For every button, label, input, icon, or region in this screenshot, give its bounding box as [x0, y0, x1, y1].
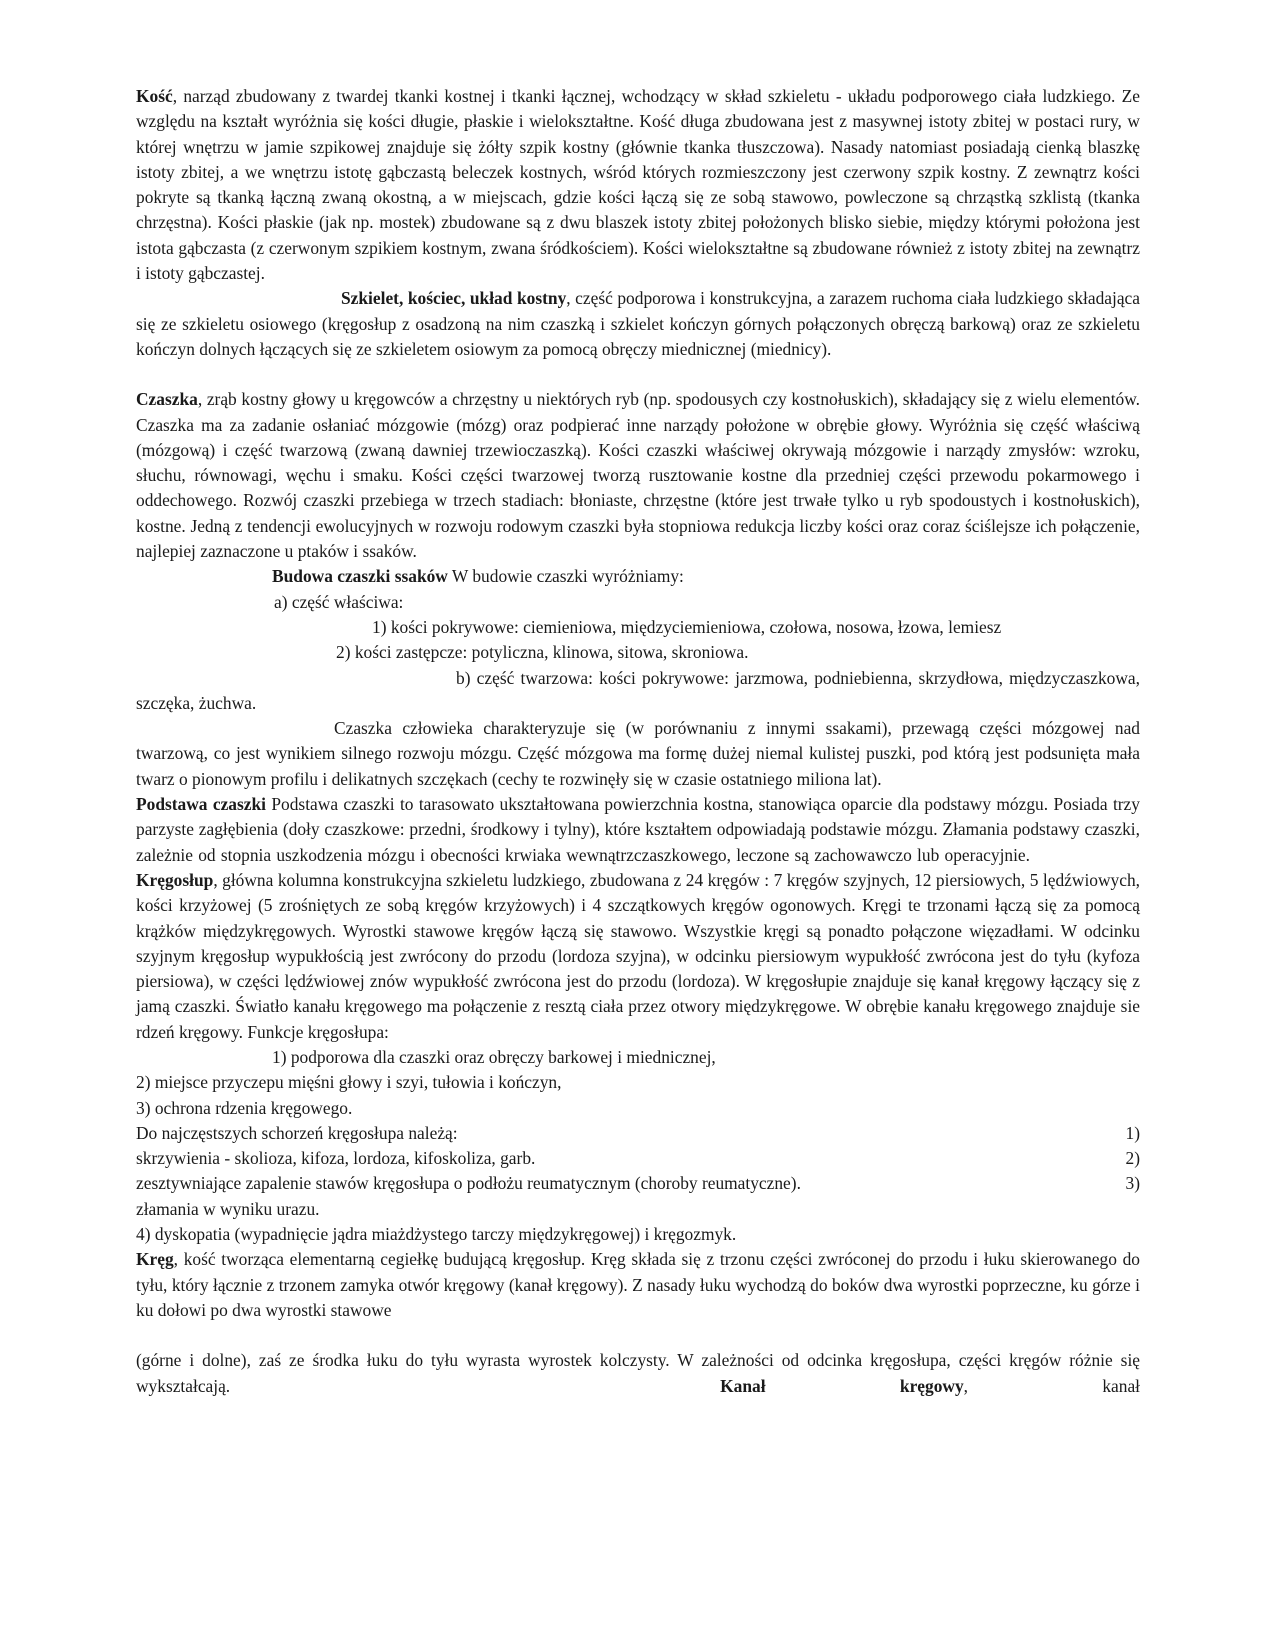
paragraph-czlowiek: Czaszka człowieka charakteryzuje się (w porównaniu z innymi ssakami), przewagą części mózgowej nad twarzową, co jest wynikiem silnego rozwoju mózgu. Część mózgowa ma formę dużej niemal kulistej puszki, pod którą jest podsunięta mała twarz o pionowym profilu i delikatnych szczękach (cechy te rozwinęły się w czasie ostatniego miliona lat). — [136, 718, 1140, 789]
paragraph-podstawa — [136, 792, 1140, 1045]
list-item-b: b) część twarzowa: kości pokrywowe: jarzmowa, podniebienna, skrzydłowa, międzyczaszkowa, szczęka, żuchwa. — [136, 667, 1140, 713]
text-kreg-2: (górne i dolne), zaś ze środka łuku do tyłu wyrasta wyrostek kolczysty. W zależności od odcinka kręgosłupa, części kręgów różnie się wykształcają. — [136, 1350, 1140, 1396]
text-szkielet: , część podporowa i konstrukcyjna, a zarazem ruchoma ciała ludzkiego składająca się ze szkieletu osiowego (kręgosłup z osadzoną na nim czaszką i szkielet kończyn górnych połączonych obręczą barkową) oraz ze szkieletu kończyn dolnych łączących się ze szkieletem osiowym za pomocą obręczy miednicznej (miednicy). — [136, 288, 1140, 359]
text-kreg: , kość tworząca elementarną cegiełkę budującą kręgosłup. Kręg składa się z trzonu części zwróconej do przodu i łuku skierowanego do tyłu, który łącznie z trzonem zamyka otwór kręgowy (kanał kręgowy). Z nasady łuku wychodzą do boków dwa wyrostki poprzeczne, ku górze i ku dołowi po dwa wyrostki stawowe — [136, 1249, 1140, 1320]
disease-row-2 — [136, 1146, 1140, 1171]
list-item-a2: 2) kości zastępcze: potyliczna, klinowa, sitowa, skroniowa. — [336, 642, 749, 663]
term-kanal: Kanał kręgowy — [720, 1375, 964, 1396]
text-podstawa: Podstawa czaszki to tarasowato ukształtowana powierzchnia kostna, stanowiąca oparcie dla podstawy mózgu. Posiada trzy parzyste zagłębienia (doły czaszkowe: przedni, środkowy i tylny), które kształtem odpowiadają podstawie mózgu. Złamania podstawy czaszki, zależnie od stopnia uszkodzenia mózgu i obecności krwiaka wewnątrzczaszkowego, leczone są zachowawczo lub operacyjnie. — [136, 794, 1140, 865]
term-budowa: Budowa czaszki ssaków — [272, 566, 448, 587]
text-czaszka: , zrąb kostny głowy u kręgowców a chrzęstny u niektórych ryb (np. spodousych czy kostnołuskich), składający się z wielu elementów. Czaszka ma za zadanie osłaniać mózgowie (mózg) oraz podpierać inne narządy położone w obrębie głowy. Wyróżnia się część właściwą (mózgową) i część twarzową (zwaną dawniej trzewioczaszką). Kości czaszki właściwej okrywają mózgowie i narządy zmysłów: wzroku, słuchu, równowagi, węchu i smaku. Kości części twarzowej tworzą rusztowanie kostne dla przedniej części przewodu pokarmowego i oddechowego. Rozwój czaszki przebiega w trzech stadiach: błoniaste, chrzęstne (które jest trwałe tylko u ryb spodoustych i kostnołuskich), kostne. Jedną z tendencji ewolucyjnych w rozwoju rodowym czaszki była stopniowa redukcja liczby kości oraz coraz ściślejsze ich połączenie, najlepiej zaznaczone u ptaków i ssaków. — [136, 389, 1140, 562]
term-podstawa: Podstawa czaszki — [136, 794, 266, 815]
disease-intro: Do najczęstszych schorzeń kręgosłupa należą: — [136, 1122, 458, 1143]
text-kosc: , narząd zbudowany z twardej tkanki kostnej i tkanki łącznej, wchodzący w skład szkieletu - układu podporowego ciała ludzkiego. Ze względu na kształt wyróżnia się kości długie, płaskie i wielokształtne. Kość długa zbudowana jest z masywnej istoty zbitej w postaci rury, w której wnętrzu w jamie szpikowej znajduje się żółty szpik kostny (głównie tkanka tłuszczowa). Nasady natomiast posiadają cienką blaszkę istoty zbitej, a we wnętrzu istotę gąbczastą beleczek kostnych, wśród których rozmieszczony jest czerwony szpik kostny. Z zewnątrz kości pokryte są tkanką łączną zwaną okostną, a w miejscach, gdzie kości łączą się ze sobą stawowo, powleczone są chrząstką szklistą (tkanka chrzęstna). Kości płaskie (jak np. mostek) zbudowane są z dwu blaszek istoty zbitej położonych blisko siebie, między którymi położona jest istota gąbczasta (z czerwonym szpikiem kostnym, zwana śródkościem). Kości wielokształtne są zbudowane również z istoty zbitej na zewnątrz i istoty gąbczastej. — [136, 86, 1140, 284]
disease-item-4: 4) dyskopatia (wypadnięcie jądra miażdżystego tarczy międzykręgowej) i kręgozmyk. — [136, 1224, 737, 1245]
paragraph-budowa — [136, 564, 1140, 589]
paragraph-czaszka — [136, 387, 1140, 564]
blank-line — [136, 362, 1140, 387]
paragraph-kosc — [136, 84, 1140, 286]
document-page — [136, 84, 1140, 1399]
disease-number-3: 3) — [1125, 1173, 1140, 1194]
term-kosc: Kość — [136, 86, 173, 106]
text-kregoslup: , główna kolumna konstrukcyjna szkieletu ludzkiego, zbudowana z 24 kręgów : 7 kręgów szyjnych, 12 piersiowych, 5 lędźwiowych, kości krzyżowej (5 zrośniętych ze sobą kręgów krzyżowych) i 4 szczątkowych kręgów ogonowych. Kręgi te trzonami łączą się za pomocą krążków międzykręgowych. Wyrostki stawowe kręgów łączą się stawowo. Wszystkie kręgi są ponadto połączone więzadłami. W odcinku szyjnym kręgosłup wypukłością jest zwrócony do przodu (lordoza szyjna), w odcinku piersiowym wypukłość zwrócona jest do tyłu (kyfoza piersiowa), w części lędźwiowej znów wypukłość zwrócona jest do przodu (lordoza). W kręgosłupie znajduje się kanał kręgowy łączący się z jamą czaszki. Światło kanału kręgowego ma połączenie z resztą ciała przez otwory międzykręgowe. W obrębie kanału kręgowego znajduje sie rdzeń kręgowy. Funkcje kręgosłupa: — [136, 869, 1140, 1042]
term-kregoslup: Kręgosłup — [136, 869, 214, 890]
term-czaszka: Czaszka — [136, 389, 198, 410]
disease-number-2: 2) — [1125, 1148, 1140, 1169]
list-item-a: a) część właściwa: — [274, 591, 404, 612]
function-2: 2) miejsce przyczepu mięśni głowy i szyi, tułowia i kończyn, — [136, 1072, 562, 1093]
disease-item-3: złamania w wyniku urazu. — [136, 1198, 320, 1219]
disease-number-1: 1) — [1125, 1122, 1140, 1143]
disease-row-1 — [136, 1121, 1140, 1146]
function-3: 3) ochrona rdzenia kręgowego. — [136, 1097, 353, 1118]
paragraph-kreg-continued — [136, 1348, 1140, 1399]
disease-item-1: skrzywienia - skolioza, kifoza, lordoza, kifoskoliza, garb. — [136, 1148, 536, 1169]
paragraph-szkielet — [136, 286, 1140, 362]
function-1: 1) podporowa dla czaszki oraz obręczy barkowej i miednicznej, — [272, 1046, 716, 1067]
text-kanal: , kanał — [963, 1375, 1140, 1396]
disease-item-2: zesztywniające zapalenie stawów kręgosłupa o podłożu reumatycznym (choroby reumatyczne). — [136, 1173, 801, 1194]
text-budowa: W budowie czaszki wyróżniamy: — [447, 566, 684, 587]
term-szkielet: Szkielet, kościec, układ kostny — [341, 288, 567, 309]
blank-line-2 — [136, 1323, 1140, 1348]
disease-row-3 — [136, 1171, 1140, 1196]
term-kreg: Kręg — [136, 1249, 174, 1270]
paragraph-kreg — [136, 1247, 1140, 1323]
list-item-a1: 1) kości pokrywowe: ciemieniowa, międzyciemieniowa, czołowa, nosowa, łzowa, lemiesz — [372, 616, 1002, 637]
